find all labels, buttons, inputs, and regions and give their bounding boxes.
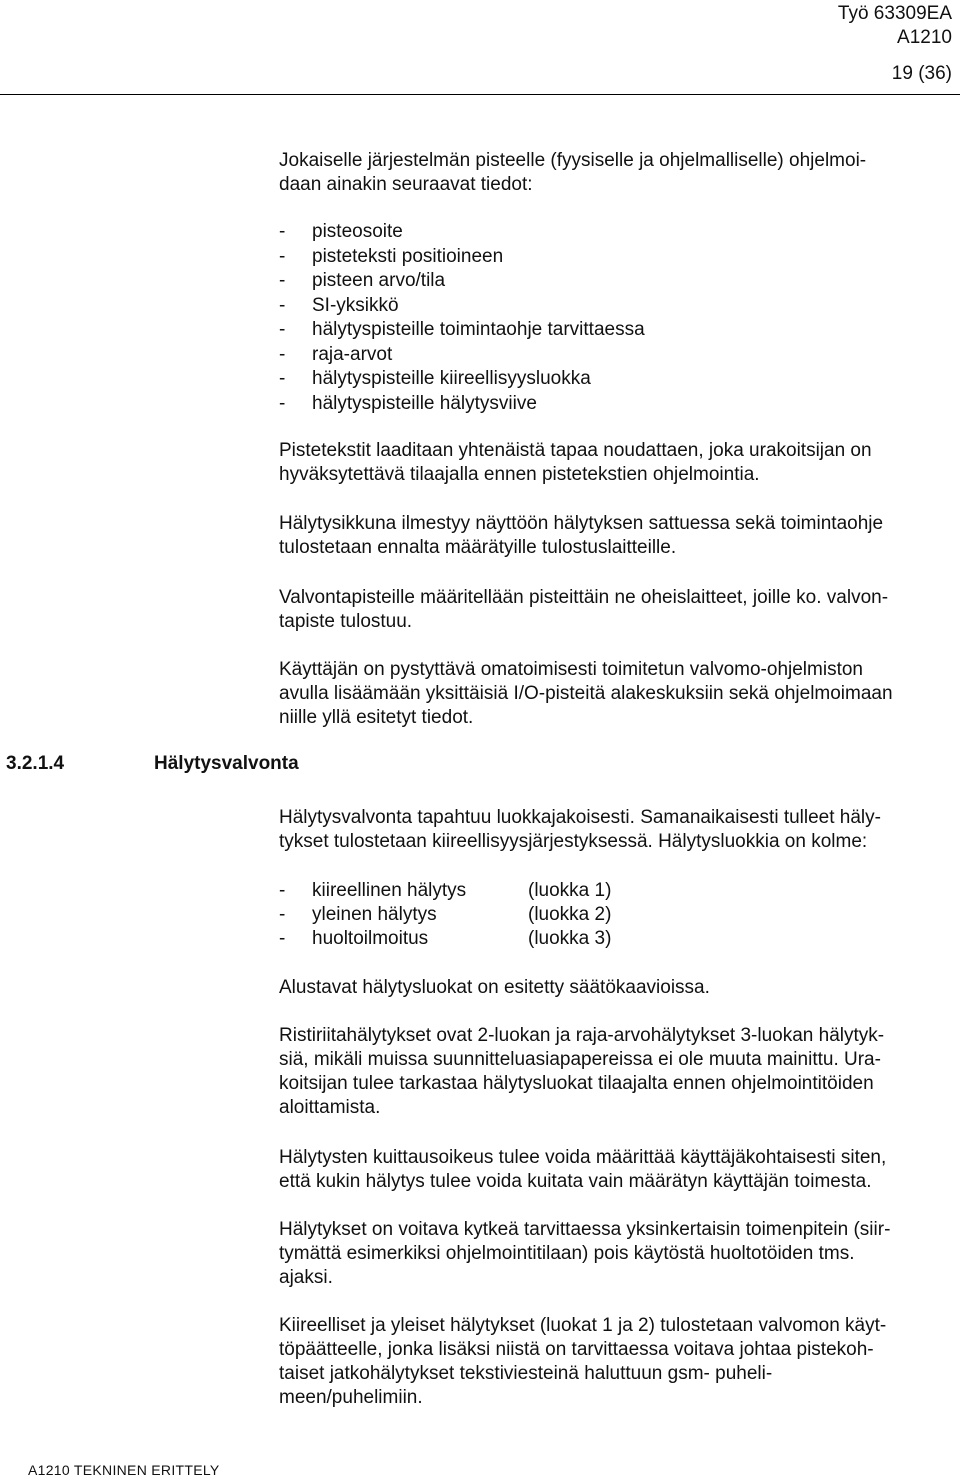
text-line: daan ainakin seuraavat tiedot: (279, 174, 533, 195)
point-data-list (279, 220, 645, 416)
text-line: niille yllä esitetyt tiedot. (279, 707, 474, 728)
text-line: tykset tulostetaan kiireellisyysjärjestyksessä. Hälytysluokkia on kolme: (279, 831, 868, 852)
list-item: - SI-yksikkö (279, 294, 399, 316)
list-item: - yleinen hälytys (luokka 2) (279, 904, 612, 925)
text-line: Käyttäjän on pystyttävä omatoimisesti toimitetun valvomo-ohjelmiston (279, 659, 863, 680)
text-line: ajaksi. (279, 1267, 333, 1288)
text-line: tymättä esimerkiksi ohjelmointitilaan) pois käytöstä huoltotöiden tms. (279, 1243, 855, 1264)
text-line: siä, mikäli muissa suunnitteluasiapapereissa ei ole muuta mainittu. Ura- (279, 1049, 881, 1070)
section-number: 3.2.1.4 (6, 753, 65, 774)
paragraph-alarm-classes-intro (279, 806, 955, 854)
list-item: - pisteteksti positioineen (279, 245, 504, 267)
text-line: avulla lisäämään yksittäisiä I/O-pisteitä alakeskuksiin sekä ohjelmoimaan (279, 683, 893, 704)
list-item: - hälytyspisteille toimintaohje tarvittaessa (279, 319, 645, 340)
text-line: tapiste tulostuu. (279, 611, 413, 632)
paragraph-disable-alarms (279, 1218, 955, 1290)
list-item: - pisteen arvo/tila (279, 270, 446, 291)
section-title: Hälytysvalvonta (154, 753, 299, 774)
text-line: Jokaiselle järjestelmän pisteelle (fyysiselle ja ohjelmalliselle) ohjelmoi- (279, 150, 867, 171)
paragraph-conflict-alarms (279, 1024, 955, 1120)
text-line: Valvontapisteille määritellään pisteittäin ne oheislaitteet, joille ko. valvon- (279, 587, 889, 608)
list-item: - raja-arvot (279, 343, 393, 365)
paragraph-urgent-alarms (279, 1314, 955, 1410)
paragraph-point-texts (279, 439, 955, 487)
text-line: tulostetaan ennalta määrätyille tulostuslaitteille. (279, 537, 677, 558)
text-line: meen/puhelimiin. (279, 1387, 423, 1408)
paragraph-alarm-window (279, 512, 955, 560)
text-line: aloittamista. (279, 1097, 381, 1118)
text-line: Hälytysten kuittausoikeus tulee voida määrittää käyttäjäkohtaisesti siten, (279, 1147, 887, 1168)
text-line: Hälytysikkuna ilmestyy näyttöön hälytyksen sattuessa sekä toimintaohje (279, 513, 884, 534)
header-work-number: Työ 63309EA (837, 3, 952, 24)
text-line: töpäätteelle, jonka lisäksi niistä on tarvittaessa voitava johtaa pistekoh- (279, 1339, 874, 1360)
text-line: koitsijan tulee tarkastaa hälytysluokat tilaajalta ennen ohjelmointitöiden (279, 1073, 874, 1094)
text-line: Kiireelliset ja yleiset hälytykset (luokat 1 ja 2) tulostetaan valvomon käyt- (279, 1315, 887, 1336)
paragraph-user-io-points (279, 658, 955, 730)
paragraph-monitoring-points (279, 586, 955, 634)
list-item: - huoltoilmoitus (luokka 3) (279, 928, 612, 949)
text-line: hyväksytettävä tilaajalla ennen pistetekstien ohjelmointia. (279, 464, 760, 485)
list-item: - hälytyspisteille hälytysviive (279, 392, 537, 414)
list-item: - pisteosoite (279, 221, 403, 242)
alarm-class-list (279, 879, 611, 951)
intro-paragraph (279, 149, 955, 197)
header-page-number: 19 (36) (891, 63, 952, 84)
section-heading (6, 753, 299, 775)
list-item: - hälytyspisteille kiireellisyysluokka (279, 368, 591, 389)
header-divider (0, 94, 960, 95)
text-line: että kukin hälytys tulee voida kuitata vain määrätyn käyttäjän toimesta. (279, 1171, 872, 1192)
text-line: Hälytykset on voitava kytkeä tarvittaessa yksinkertaisin toimenpitein (siir- (279, 1219, 891, 1240)
paragraph-preliminary-classes (279, 976, 955, 1000)
header-document-code: A1210 (897, 27, 952, 48)
text-line: Ristiriitahälytykset ovat 2-luokan ja raja-arvohälytykset 3-luokan hälytyk- (279, 1025, 885, 1046)
text-line: Alustavat hälytysluokat on esitetty säätökaavioissa. (279, 977, 710, 998)
text-line: taiset jatkohälytykset tekstiviesteinä haluttuun gsm- puheli- (279, 1363, 773, 1384)
paragraph-acknowledge-rights (279, 1146, 955, 1194)
footer-document-title: A1210 TEKNINEN ERITTELY (28, 1462, 220, 1478)
list-item: - kiireellinen hälytys (luokka 1) (279, 880, 612, 901)
text-line: Hälytysvalvonta tapahtuu luokkajakoisesti. Samanaikaisesti tulleet häly- (279, 807, 881, 828)
text-line: Pistetekstit laaditaan yhtenäistä tapaa noudattaen, joka urakoitsijan on (279, 440, 872, 461)
